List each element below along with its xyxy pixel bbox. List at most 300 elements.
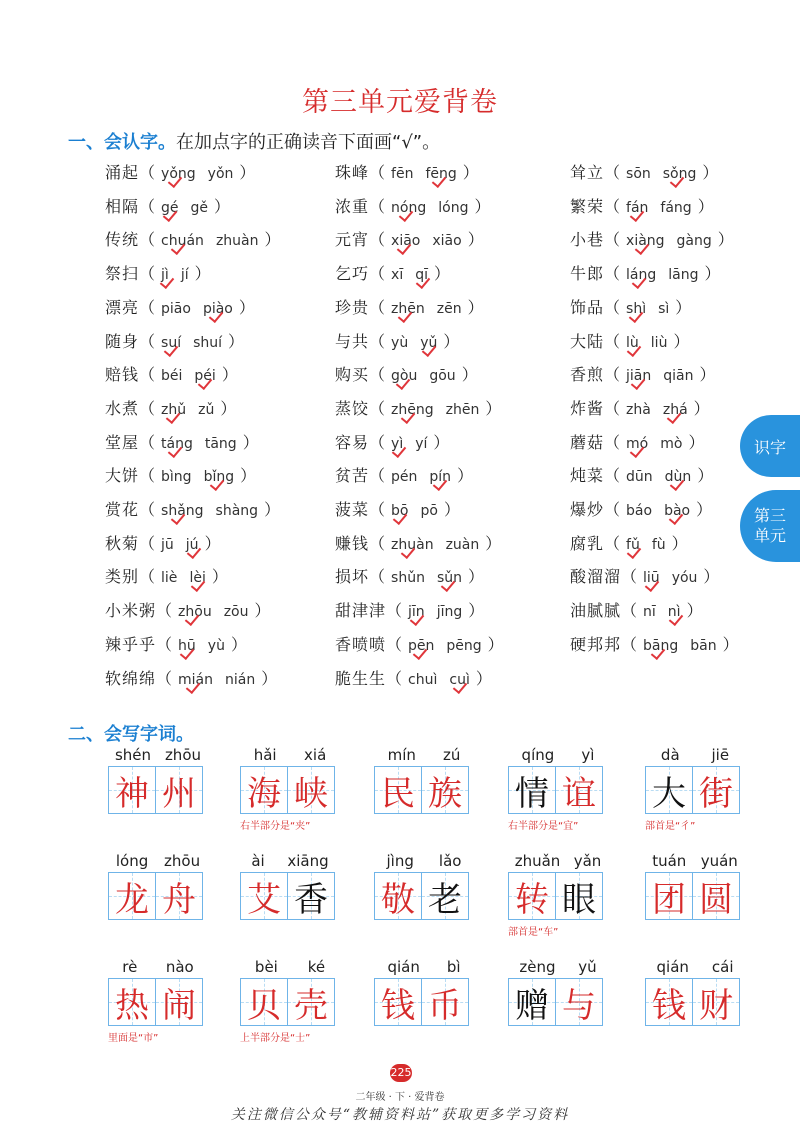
pinyin-option-b[interactable]: péi <box>194 368 216 385</box>
character: 龙 <box>115 879 149 920</box>
word-text: 耸立 <box>570 163 605 182</box>
pinyin-option-a[interactable]: mó <box>626 435 649 452</box>
pinyin-syllable: hǎi <box>253 746 277 764</box>
word-pinyin <box>374 746 474 764</box>
writing-cell[interactable] <box>287 978 335 1026</box>
pinyin-syllable: yǔ <box>578 958 597 976</box>
pinyin-syllable: nào <box>165 958 194 976</box>
pinyin-option-a[interactable]: xī <box>391 267 404 284</box>
close-paren: ） <box>485 533 502 553</box>
pinyin-option-b[interactable]: jīng <box>436 604 463 621</box>
pinyin-option-a[interactable]: bō <box>391 503 409 519</box>
writing-cell[interactable] <box>240 766 288 814</box>
open-paren: （ <box>604 230 621 250</box>
recognition-item <box>105 362 238 385</box>
pinyin-option-b[interactable]: fù <box>651 536 666 553</box>
open-paren: （ <box>139 196 156 216</box>
writing-cell[interactable] <box>555 766 603 814</box>
pinyin-option-b[interactable]: lāng <box>668 267 699 284</box>
word-pinyin <box>240 852 340 870</box>
recognition-item <box>335 463 473 486</box>
recognition-item <box>335 430 449 453</box>
close-paren: ） <box>467 230 484 250</box>
pinyin-option-b[interactable]: zuàn <box>445 536 480 553</box>
character: 贝 <box>247 985 281 1026</box>
pinyin-option-b[interactable]: fēng <box>425 166 457 182</box>
word-text: 油腻腻 <box>570 601 622 621</box>
pinyin-option-b[interactable]: sì <box>658 300 670 317</box>
writing-hint: 部首是“车” <box>508 927 559 938</box>
pinyin-syllable: lǎo <box>438 852 462 870</box>
open-paren: （ <box>369 533 386 553</box>
pinyin-option-a[interactable]: pēn <box>408 637 435 654</box>
pinyin-option-a[interactable]: báo <box>626 503 653 519</box>
writing-cell[interactable] <box>155 766 203 814</box>
pinyin-option-b[interactable]: piào <box>202 300 233 317</box>
pinyin-option-b[interactable]: bān <box>690 637 717 654</box>
pinyin-option-a[interactable]: zhēn <box>391 300 425 317</box>
pinyin-option-b[interactable]: yù <box>207 637 225 654</box>
pinyin-option-a[interactable]: shì <box>626 300 647 317</box>
character: 赠 <box>515 985 549 1026</box>
word-text: 损坏 <box>335 567 370 587</box>
pinyin-option-b[interactable]: zǔ <box>198 401 215 418</box>
pinyin-syllable: cái <box>711 958 734 976</box>
close-paren: ） <box>457 466 474 486</box>
word-text: 大陆 <box>570 331 605 351</box>
pinyin-option-a[interactable]: liū <box>643 570 660 587</box>
pinyin-option-b[interactable]: zhá <box>662 401 688 418</box>
open-paren: （ <box>139 398 156 418</box>
pinyin-option-a[interactable]: zhēng <box>391 401 434 418</box>
pinyin-option-b[interactable]: sǒng <box>662 166 697 182</box>
recognition-item <box>570 329 689 352</box>
pinyin-option-b[interactable]: liù <box>650 334 668 351</box>
pinyin-option-a[interactable]: jū <box>161 536 174 553</box>
word-text: 祭扫 <box>105 264 140 284</box>
word-text: 菠菜 <box>335 500 370 519</box>
pinyin-syllable: zhōu <box>164 852 201 870</box>
open-paren: （ <box>369 365 386 385</box>
recognition-item <box>335 531 501 554</box>
pinyin-option-a[interactable]: gé <box>161 199 179 216</box>
writing-hint: 右半部分是“宜” <box>508 821 579 832</box>
close-paren: ） <box>443 500 460 519</box>
open-paren: （ <box>621 567 638 587</box>
recognition-item <box>335 632 504 655</box>
word-text: 水煮 <box>105 398 140 418</box>
character: 情 <box>515 773 549 814</box>
pinyin-option-b[interactable]: gě <box>190 199 209 216</box>
character: 敬 <box>381 879 415 920</box>
recognition-item <box>570 295 691 318</box>
writing-cell[interactable] <box>108 766 156 814</box>
close-paren: ） <box>688 432 705 452</box>
word-pinyin <box>645 746 745 764</box>
pinyin-syllable: lóng <box>115 852 149 870</box>
writing-cell[interactable] <box>240 872 288 920</box>
character-boxes <box>240 766 334 814</box>
writing-cell[interactable] <box>287 872 335 920</box>
pinyin-option-b[interactable]: qiān <box>663 368 694 385</box>
pinyin-option-a[interactable]: zhuàn <box>391 536 434 553</box>
pinyin-option-a[interactable]: zhǔ <box>161 401 187 418</box>
open-paren: （ <box>139 567 156 587</box>
close-paren: ） <box>468 567 485 587</box>
character: 峡 <box>294 773 328 814</box>
pinyin-option-a[interactable]: suí <box>161 334 182 351</box>
word-pinyin <box>240 746 340 764</box>
character-boxes <box>645 978 739 1026</box>
recognition-item <box>570 194 714 217</box>
pinyin-option-b[interactable]: yǒn <box>207 166 234 182</box>
writing-cell[interactable] <box>374 978 422 1026</box>
pinyin-option-b[interactable]: zōu <box>223 604 249 621</box>
pinyin-option-a[interactable]: dūn <box>626 469 653 486</box>
character: 财 <box>699 985 733 1026</box>
close-paren: ） <box>696 500 713 519</box>
pinyin-option-b[interactable]: zēn <box>436 300 462 317</box>
recognition-item <box>570 497 712 520</box>
pinyin-option-a[interactable]: gòu <box>391 368 418 385</box>
pinyin-option-a[interactable]: lù <box>626 334 639 351</box>
close-paren: ） <box>211 567 228 587</box>
word-text: 秋菊 <box>105 533 140 553</box>
pinyin-syllable: bèi <box>254 958 278 976</box>
close-paren: ） <box>702 163 719 182</box>
character-boxes <box>645 872 739 920</box>
pinyin-option-b[interactable]: dùn <box>664 469 692 486</box>
word-pinyin <box>108 852 208 870</box>
recognition-item <box>570 160 718 183</box>
close-paren: ） <box>467 297 484 317</box>
writing-cell[interactable] <box>508 978 556 1026</box>
tab-unit-three-label-1: 第三 <box>753 506 786 525</box>
character-boxes <box>374 978 468 1026</box>
recognition-item <box>335 329 459 352</box>
open-paren: （ <box>604 264 621 284</box>
open-paren: （ <box>604 398 621 418</box>
close-paren: ） <box>238 297 255 317</box>
pinyin-option-a[interactable]: zhà <box>626 401 651 418</box>
pinyin-option-a[interactable]: yù <box>391 334 409 351</box>
close-paren: ） <box>703 567 720 587</box>
writing-cell[interactable] <box>421 766 469 814</box>
open-paren: （ <box>386 601 403 621</box>
writing-cell[interactable] <box>155 978 203 1026</box>
recognition-item <box>105 295 255 318</box>
close-paren: ） <box>693 398 710 418</box>
pinyin-option-a[interactable]: pén <box>391 469 418 486</box>
pinyin-option-a[interactable]: zhōu <box>178 604 212 621</box>
open-paren: （ <box>604 331 621 351</box>
pinyin-syllable: jiē <box>711 746 730 764</box>
pinyin-option-b[interactable]: jí <box>180 267 189 284</box>
close-paren: ） <box>462 163 479 182</box>
word-text: 容易 <box>335 432 370 452</box>
open-paren: （ <box>369 432 386 452</box>
open-paren: （ <box>156 601 173 621</box>
word-text: 赔钱 <box>105 365 140 385</box>
open-paren: （ <box>369 297 386 317</box>
pinyin-syllable: ài <box>251 852 265 870</box>
writing-cell[interactable] <box>421 978 469 1026</box>
pinyin-option-b[interactable]: lèi <box>189 570 206 587</box>
character: 神 <box>115 773 149 814</box>
pinyin-option-b[interactable]: zhēn <box>445 401 480 418</box>
writing-cell[interactable] <box>645 978 693 1026</box>
section2-heading: 二、会写字词。 <box>68 724 194 745</box>
tab-literacy[interactable] <box>740 415 800 477</box>
open-paren: （ <box>604 432 621 452</box>
pinyin-option-a[interactable]: jì <box>161 267 169 284</box>
pinyin-option-b[interactable]: sǔn <box>436 570 462 587</box>
writing-cell[interactable] <box>508 872 556 920</box>
pinyin-option-a[interactable]: jīn <box>408 604 425 621</box>
close-paren: ） <box>194 264 211 284</box>
recognition-item <box>570 564 719 587</box>
word-text: 珠峰 <box>335 163 370 182</box>
recognition-item <box>570 227 734 250</box>
close-paren: ） <box>214 196 231 216</box>
pinyin-option-a[interactable]: nóng <box>391 199 427 216</box>
writing-cell[interactable] <box>287 766 335 814</box>
open-paren: （ <box>369 500 386 519</box>
character-boxes <box>108 872 202 920</box>
close-paren: ） <box>221 365 238 385</box>
pinyin-option-a[interactable]: bāng <box>643 637 679 654</box>
pinyin-option-a[interactable]: fán <box>626 199 649 216</box>
pinyin-option-a[interactable]: fǔ <box>626 536 640 553</box>
open-paren: （ <box>369 331 386 351</box>
footer-promo: 关注微信公众号“教辅资料站”获取更多学习资料 <box>230 1107 570 1123</box>
open-paren: （ <box>156 668 173 688</box>
character: 州 <box>162 773 196 814</box>
pinyin-syllable: xiá <box>304 746 327 764</box>
pinyin-option-a[interactable]: liè <box>161 570 178 587</box>
writing-cell[interactable] <box>692 872 740 920</box>
pinyin-option-b[interactable]: gōu <box>429 368 456 385</box>
pinyin-option-b[interactable]: lóng <box>438 199 469 216</box>
recognition-item <box>105 666 277 689</box>
close-paren: ） <box>443 331 460 351</box>
character: 与 <box>562 985 596 1026</box>
pinyin-option-b[interactable]: fáng <box>660 199 692 216</box>
pinyin-option-b[interactable]: shàng <box>215 503 259 519</box>
close-paren: ） <box>704 264 721 284</box>
word-text: 购买 <box>335 365 370 385</box>
word-text: 类别 <box>105 567 140 587</box>
writing-cell[interactable] <box>108 978 156 1026</box>
character-boxes <box>645 766 739 814</box>
close-paren: ） <box>475 668 492 688</box>
recognition-item <box>570 531 688 554</box>
writing-cell[interactable] <box>374 872 422 920</box>
character: 热 <box>115 985 149 1026</box>
open-paren: （ <box>604 466 621 486</box>
pinyin-option-a[interactable]: sōn <box>626 166 651 182</box>
word-text: 乞巧 <box>335 264 370 284</box>
pinyin-option-a[interactable]: xiāo <box>391 233 421 250</box>
pinyin-option-a[interactable]: táng <box>161 435 193 452</box>
recognition-item <box>335 396 501 419</box>
writing-cell[interactable] <box>645 872 693 920</box>
pinyin-syllable: yì <box>581 746 595 764</box>
pinyin-option-a[interactable]: nī <box>643 604 656 621</box>
pinyin-option-b[interactable]: yǔ <box>420 334 438 351</box>
recognition-item <box>105 632 247 655</box>
pinyin-option-b[interactable]: nì <box>667 604 681 621</box>
recognition-item <box>335 598 484 621</box>
pinyin-option-a[interactable]: láng <box>626 267 657 284</box>
open-paren: （ <box>139 466 156 486</box>
pinyin-option-b[interactable]: xiāo <box>432 233 462 250</box>
pinyin-option-b[interactable]: mò <box>660 435 683 452</box>
open-paren: （ <box>139 365 156 385</box>
footer-book-info: 二年级 · 下 · 爱背卷 <box>355 1092 445 1103</box>
open-paren: （ <box>604 500 621 519</box>
word-text: 浓重 <box>335 196 370 216</box>
pinyin-option-a[interactable]: yǒng <box>161 166 196 182</box>
open-paren: （ <box>369 567 386 587</box>
writing-cell[interactable] <box>555 978 603 1026</box>
recognition-item <box>105 531 221 554</box>
recognition-item <box>570 396 710 419</box>
word-pinyin <box>508 958 608 976</box>
character: 圆 <box>699 879 733 920</box>
pinyin-option-a[interactable]: piāo <box>161 300 191 317</box>
pinyin-option-a[interactable]: shǔn <box>391 570 425 587</box>
writing-cell[interactable] <box>374 766 422 814</box>
open-paren: （ <box>139 432 156 452</box>
writing-cell[interactable] <box>508 766 556 814</box>
writing-cell[interactable] <box>421 872 469 920</box>
pinyin-option-b[interactable]: pō <box>420 503 438 519</box>
character: 老 <box>428 879 462 920</box>
word-text: 大饼 <box>105 466 140 486</box>
pinyin-option-a[interactable]: shǎng <box>161 503 204 519</box>
pinyin-syllable: mín <box>387 746 416 764</box>
recognition-item <box>570 261 721 284</box>
open-paren: （ <box>156 634 173 654</box>
writing-cell[interactable] <box>240 978 288 1026</box>
writing-cell[interactable] <box>108 872 156 920</box>
recognition-item <box>105 329 244 352</box>
character-boxes <box>240 978 334 1026</box>
close-paren: ） <box>487 634 504 654</box>
word-text: 与共 <box>335 331 370 351</box>
open-paren: （ <box>369 230 386 250</box>
pinyin-option-a[interactable]: chuì <box>408 671 438 688</box>
character-boxes <box>108 978 202 1026</box>
recognition-item <box>335 666 492 689</box>
writing-cell[interactable] <box>155 872 203 920</box>
close-paren: ） <box>220 398 237 418</box>
close-paren: ） <box>722 634 739 654</box>
word-pinyin <box>508 746 608 764</box>
word-text: 相隔 <box>105 196 140 216</box>
pinyin-option-b[interactable]: bǐng <box>203 469 235 486</box>
writing-cell[interactable] <box>555 872 603 920</box>
writing-hint: 右半部分是“夹” <box>240 821 311 832</box>
word-text: 牛郎 <box>570 264 605 284</box>
close-paren: ） <box>254 601 271 621</box>
word-pinyin <box>240 958 340 976</box>
pinyin-option-b[interactable]: zhuàn <box>215 233 259 250</box>
character: 眼 <box>562 879 596 920</box>
recognition-item <box>105 463 256 486</box>
close-paren: ） <box>485 398 502 418</box>
close-paren: ） <box>204 533 221 553</box>
pinyin-option-b[interactable]: pín <box>429 469 452 486</box>
pinyin-option-b[interactable]: tāng <box>204 435 237 452</box>
pinyin-option-a[interactable]: chuán <box>161 233 204 250</box>
pinyin-option-b[interactable]: shuí <box>193 334 223 351</box>
pinyin-option-b[interactable]: yí <box>415 435 428 452</box>
close-paren: ） <box>264 500 281 519</box>
character: 钱 <box>652 985 686 1026</box>
section1-instruction: 在加点字的正确读音下面画“√”。 <box>176 132 441 153</box>
character: 壳 <box>294 985 328 1026</box>
pinyin-option-b[interactable]: gàng <box>676 233 712 250</box>
pinyin-option-a[interactable]: mián <box>178 671 214 688</box>
character-boxes <box>374 766 468 814</box>
open-paren: （ <box>369 196 386 216</box>
close-paren: ） <box>240 466 257 486</box>
pinyin-option-a[interactable]: bìng <box>161 469 192 486</box>
pinyin-option-a[interactable]: jiān <box>626 368 652 385</box>
open-paren: （ <box>139 533 156 553</box>
pinyin-option-b[interactable]: jú <box>185 536 199 553</box>
pinyin-option-b[interactable]: bào <box>664 503 691 519</box>
recognition-item <box>335 564 484 587</box>
recognition-item <box>105 160 255 183</box>
word-text: 辣乎乎 <box>105 634 157 654</box>
open-paren: （ <box>386 668 403 688</box>
word-pinyin <box>645 852 745 870</box>
pinyin-syllable: xiāng <box>287 852 329 870</box>
recognition-item <box>335 497 460 520</box>
character: 闹 <box>162 985 196 1026</box>
word-text: 硬邦邦 <box>570 634 622 654</box>
pinyin-option-a[interactable]: fēn <box>391 166 414 182</box>
pinyin-option-a[interactable]: hū <box>178 637 196 654</box>
pinyin-syllable: jìng <box>386 852 414 870</box>
character: 民 <box>381 773 415 814</box>
word-pinyin <box>508 852 608 870</box>
pinyin-option-a[interactable]: xiàng <box>626 233 665 250</box>
character: 族 <box>428 773 462 814</box>
close-paren: ） <box>468 601 485 621</box>
close-paren: ） <box>697 466 714 486</box>
pinyin-option-b[interactable]: pēng <box>446 637 482 654</box>
tab-unit-three[interactable] <box>740 490 800 562</box>
pinyin-option-a[interactable]: béi <box>161 368 183 385</box>
close-paren: ） <box>697 196 714 216</box>
writing-cell[interactable] <box>692 978 740 1026</box>
writing-cell[interactable] <box>645 766 693 814</box>
pinyin-option-b[interactable]: qī <box>415 267 428 284</box>
recognition-item <box>335 160 479 183</box>
pinyin-option-a[interactable]: yì <box>391 435 404 452</box>
word-text: 赏花 <box>105 500 140 519</box>
pinyin-option-b[interactable]: yóu <box>671 570 698 587</box>
pinyin-option-b[interactable]: cuì <box>449 671 470 688</box>
pinyin-syllable: zèng <box>519 958 556 976</box>
writing-cell[interactable] <box>692 766 740 814</box>
recognition-item <box>335 295 484 318</box>
pinyin-option-b[interactable]: nián <box>225 671 256 688</box>
